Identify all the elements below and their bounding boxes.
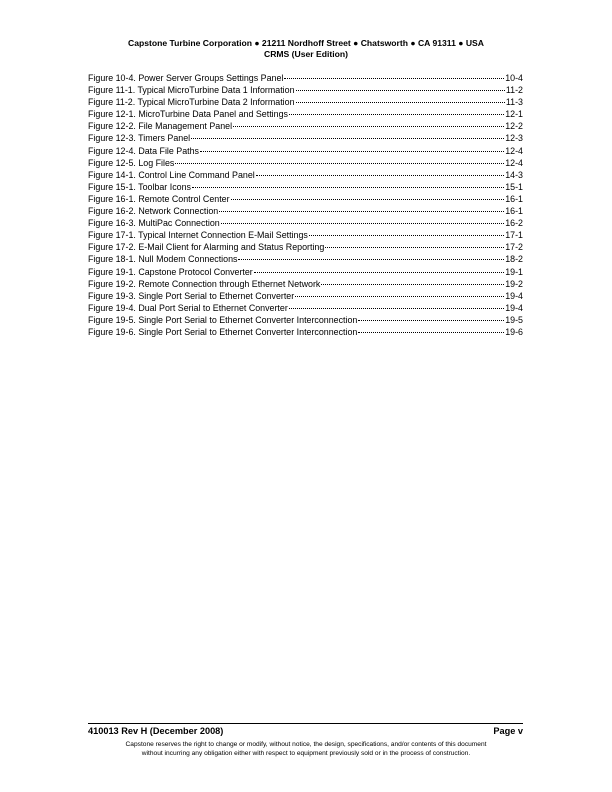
- toc-entry-page: 12-4: [505, 145, 523, 156]
- toc-entry-label: Figure 19-4. Dual Port Serial to Ethernet Converter: [88, 302, 288, 313]
- toc-dot-leader: [200, 141, 504, 152]
- toc-entry-label: Figure 11-2. Typical MicroTurbine Data 2 Information: [88, 97, 295, 108]
- toc-entry[interactable]: [88, 324, 523, 336]
- toc-dot-leader: [289, 298, 504, 309]
- toc-dot-leader: [296, 80, 505, 91]
- toc-entry-page: 19-2: [505, 278, 523, 289]
- toc-entry-label: Figure 19-2. Remote Connection through Ethernet Network: [88, 278, 321, 289]
- toc-entry-label: Figure 12-5. Log Files: [88, 157, 175, 168]
- toc-entry-label: Figure 19-3. Single Port Serial to Ethernet Converter: [88, 290, 295, 301]
- toc-entry-label: Figure 17-2. E-Mail Client for Alarming and Status Reporting: [88, 242, 325, 253]
- disclaimer-line-2: without incurring any obligation either with respect to equipment previously sold or in the process of construction.: [141, 750, 471, 757]
- toc-dot-leader: [238, 249, 504, 260]
- toc-entry-label: Figure 16-3. MultiPac Connection: [88, 218, 220, 229]
- toc-entry-page: 14-3: [505, 169, 523, 180]
- toc-entry-label: Figure 12-2. File Management Panel: [88, 121, 233, 132]
- toc-entry-page: 19-4: [505, 302, 523, 313]
- toc-dot-leader: [233, 116, 504, 127]
- toc-dot-leader: [358, 310, 504, 321]
- footer-doc-id: 410013 Rev H (December 2008): [88, 726, 224, 736]
- toc-entry-page: 12-1: [505, 109, 523, 120]
- toc-entry-label: Figure 14-1. Control Line Command Panel: [88, 169, 255, 180]
- toc-entry-label: Figure 17-1. Typical Internet Connection E-Mail Settings: [88, 230, 308, 241]
- toc-entry-label: Figure 10-4. Power Server Groups Settings Panel: [88, 73, 284, 83]
- toc-dot-leader: [254, 262, 504, 273]
- toc-dot-leader: [325, 237, 504, 248]
- header-product-line: CRMS (User Edition): [263, 49, 349, 59]
- toc-entry-page: 11-2: [505, 85, 523, 96]
- toc-entry-page: 10-4: [505, 73, 523, 83]
- toc-entry-label: Figure 16-1. Remote Control Center: [88, 193, 230, 204]
- toc-entry-label: Figure 19-1. Capstone Protocol Converter: [88, 266, 253, 277]
- toc-entry-page: 12-2: [505, 121, 523, 132]
- toc-entry-page: 19-4: [505, 290, 523, 301]
- toc-entry-page: 15-1: [505, 181, 523, 192]
- toc-dot-leader: [295, 286, 504, 297]
- toc-entry-page: 17-1: [505, 230, 523, 241]
- toc-entry-page: 16-1: [505, 193, 523, 204]
- footer-bar: [88, 726, 523, 737]
- toc-entry-page: 16-1: [505, 206, 523, 217]
- toc-dot-leader: [321, 274, 504, 285]
- toc-dot-leader: [358, 322, 504, 333]
- toc-dot-leader: [221, 213, 505, 224]
- toc-entry-page: 11-3: [505, 97, 523, 108]
- toc-entry-label: Figure 19-6. Single Port Serial to Ethernet Converter Interconnection: [88, 326, 358, 337]
- page-header: [0, 38, 612, 60]
- toc-entry-page: 17-2: [505, 242, 523, 253]
- toc-entry-label: Figure 12-4. Data File Paths: [88, 145, 199, 156]
- list-of-figures: [88, 70, 523, 336]
- footer-page-number: Page v: [493, 726, 523, 736]
- toc-dot-leader: [309, 225, 504, 236]
- toc-entry-label: Figure 15-1. Toolbar Icons: [88, 181, 191, 192]
- header-company-line: Capstone Turbine Corporation ● 21211 Nordhoff Street ● Chatsworth ● CA 91311 ● USA: [128, 38, 484, 48]
- toc-dot-leader: [256, 165, 504, 176]
- toc-entry-page: 19-1: [505, 266, 523, 277]
- toc-dot-leader: [231, 189, 505, 200]
- toc-entry-label: Figure 12-3. Timers Panel: [88, 133, 191, 144]
- footer-divider: [88, 723, 523, 724]
- footer-disclaimer: [60, 740, 552, 758]
- toc-entry-label: Figure 19-5. Single Port Serial to Ethernet Converter Interconnection: [88, 314, 358, 325]
- toc-entry-page: 18-2: [505, 254, 523, 265]
- disclaimer-line-1: Capstone reserves the right to change or modify, without notice, the design, specifications, and/or contents of this document: [125, 741, 487, 748]
- toc-entry-page: 16-2: [505, 218, 523, 229]
- toc-entry-label: Figure 18-1. Null Modem Connections: [88, 254, 238, 265]
- toc-entry-page: 19-5: [505, 314, 523, 325]
- toc-dot-leader: [175, 153, 504, 164]
- toc-entry-page: 12-3: [505, 133, 523, 144]
- toc-dot-leader: [289, 104, 504, 115]
- toc-dot-leader: [219, 201, 504, 212]
- toc-dot-leader: [191, 128, 504, 139]
- toc-dot-leader: [296, 92, 505, 103]
- toc-entry-label: Figure 16-2. Network Connection: [88, 206, 219, 217]
- toc-dot-leader: [192, 177, 504, 188]
- toc-entry-page: 19-6: [505, 326, 523, 337]
- toc-dot-leader: [284, 68, 504, 79]
- toc-entry-label: Figure 11-1. Typical MicroTurbine Data 1 Information: [88, 85, 295, 96]
- toc-entry-label: Figure 12-1. MicroTurbine Data Panel and Settings: [88, 109, 288, 120]
- toc-entry-page: 12-4: [505, 157, 523, 168]
